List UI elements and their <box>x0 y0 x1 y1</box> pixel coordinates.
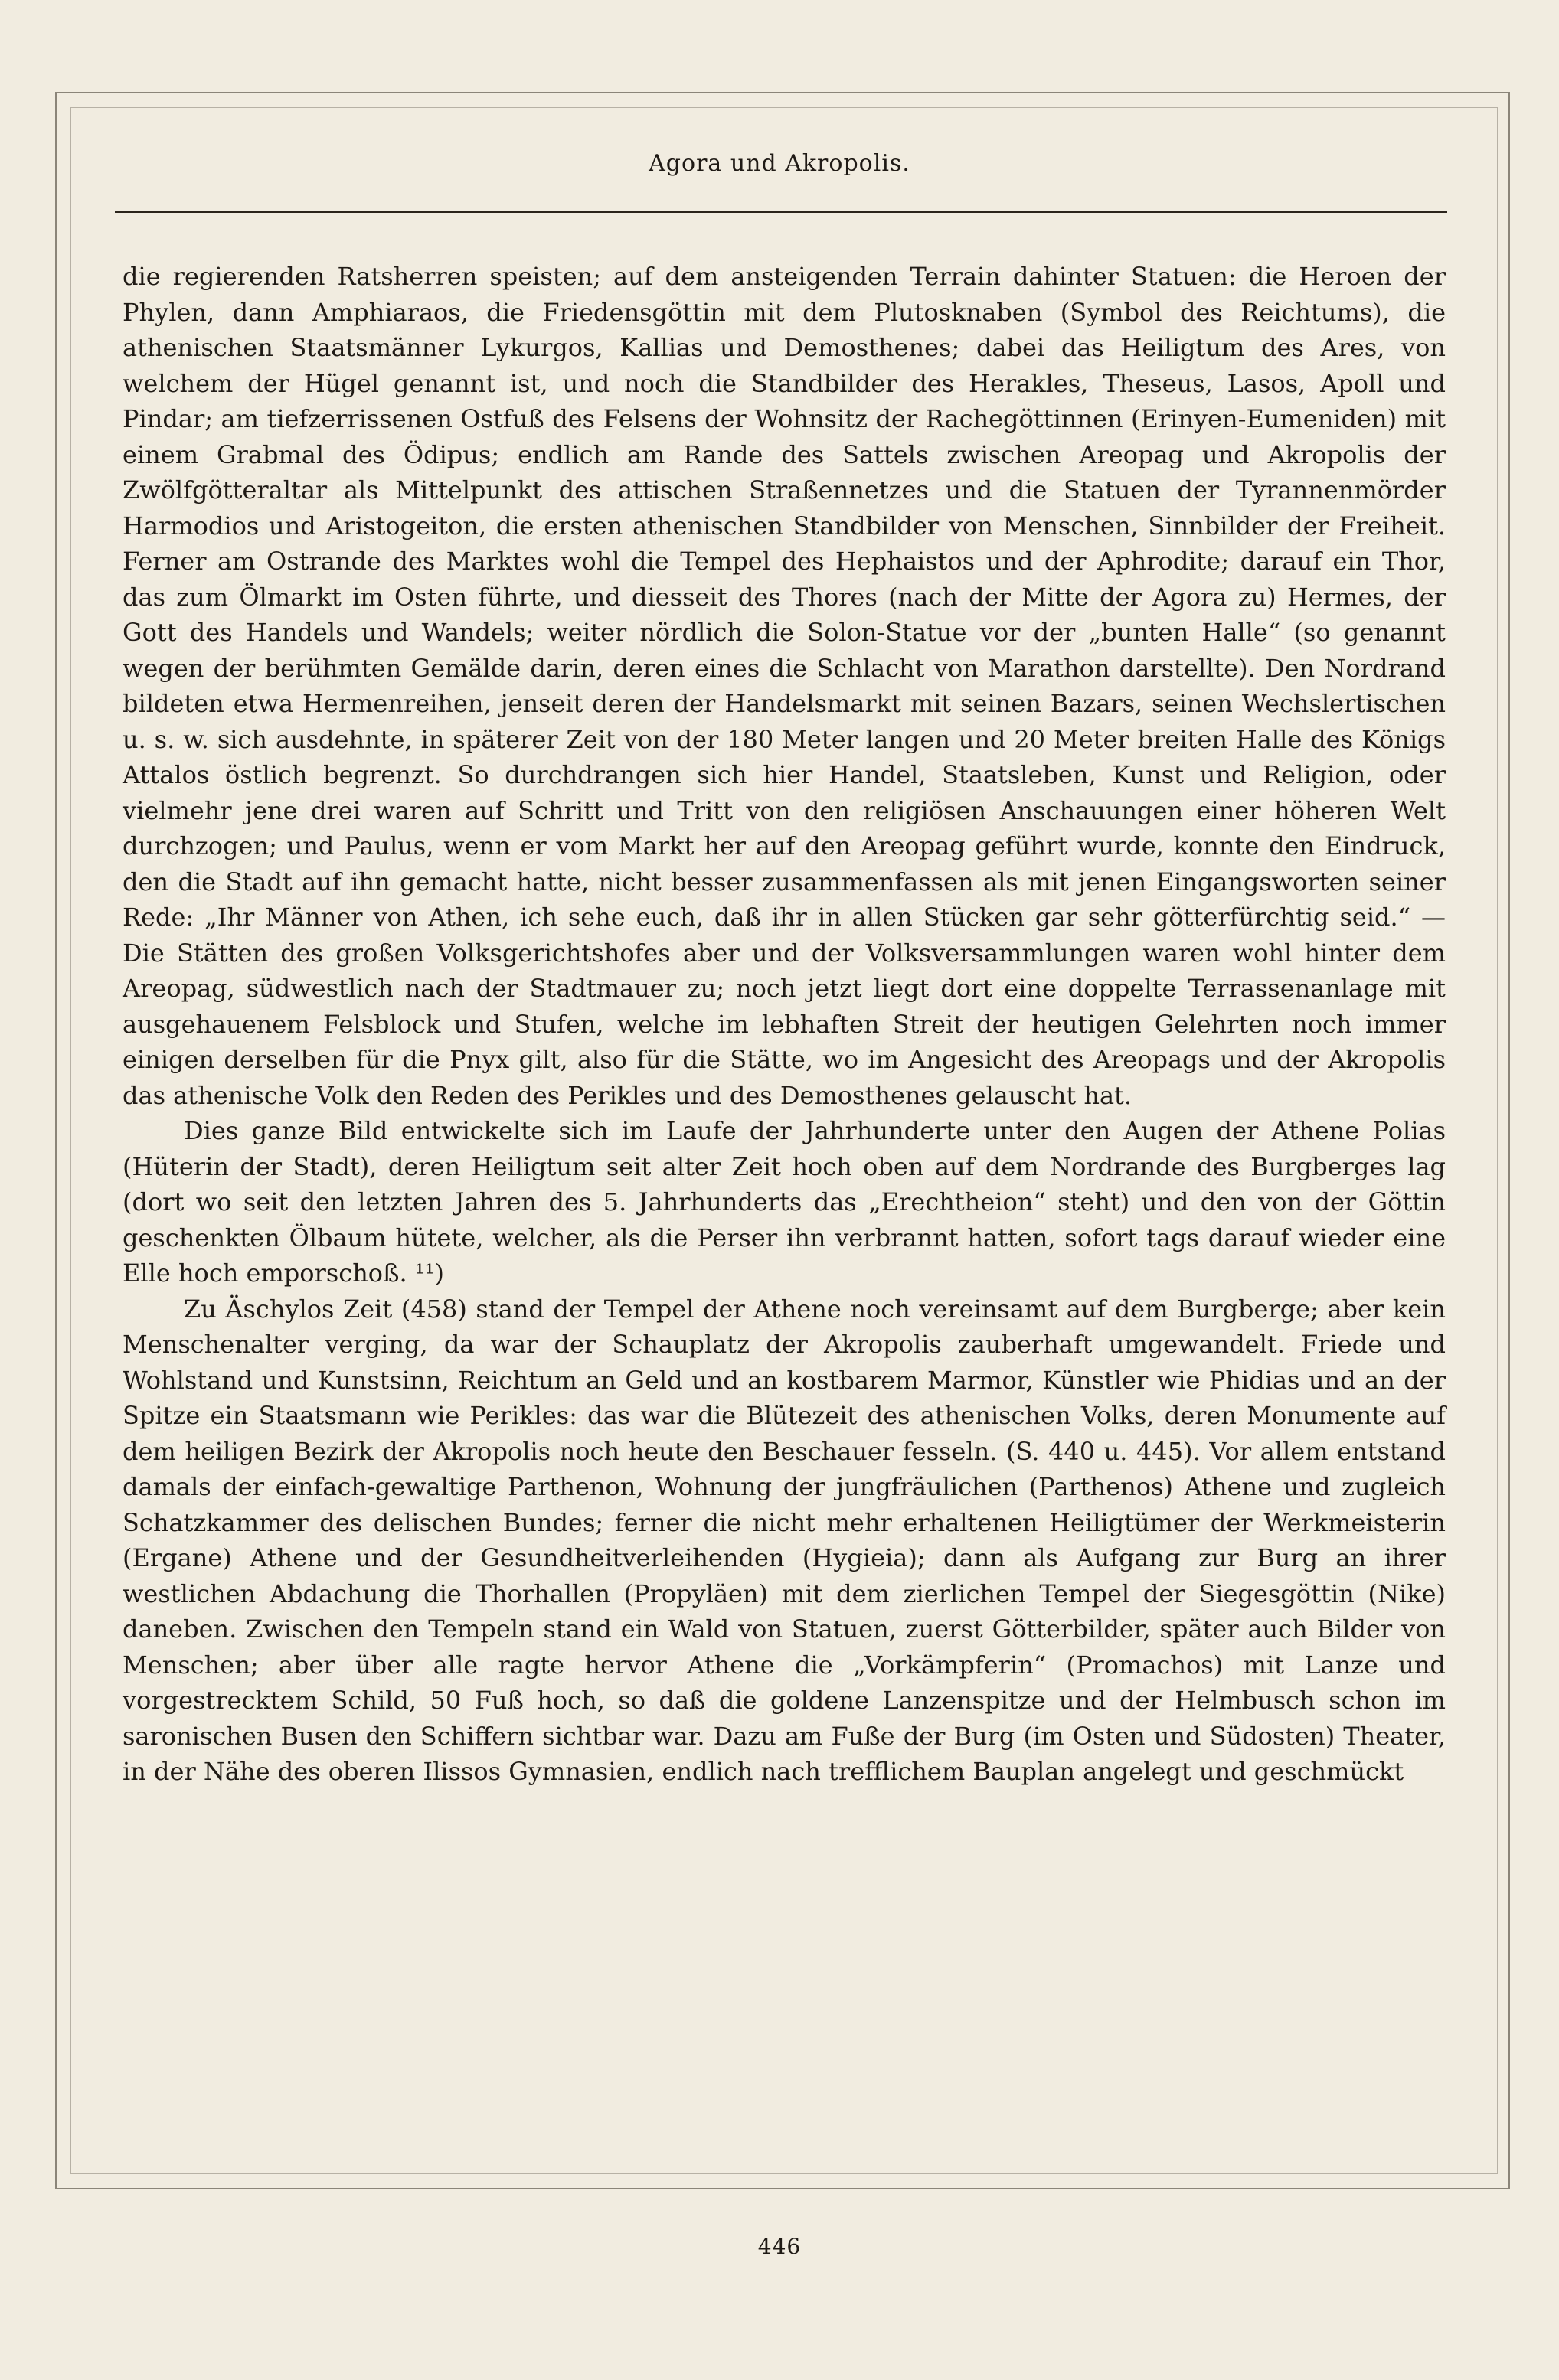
body-text <box>123 259 1446 2154</box>
header-rule <box>115 211 1447 213</box>
paragraph-1: die regierenden Ratsherren speisten; auf dem ansteigenden Terrain dahinter Statuen: die Heroen der Phylen, dann Amphiaraos, die Friedensgöttin mit dem Plutosknaben (Symbol des Reichtums), die athenischen Staatsmänner Lykurgos, Kallias und Demosthenes; dabei das Heiligtum des Ares, von welchem der Hügel genannt ist, und noch die Standbilder des Herakles, Theseus, Lasos, Apoll und Pindar; am tiefzerrissenen Ostfuß des Felsens der Wohnsitz der Rachegöttinnen (Erinyen-Eumeniden) mit einem Grabmal des Ödipus; endlich am Rande des Sattels zwischen Areopag und Akropolis der Zwölfgötteraltar als Mittelpunkt des attischen Straßennetzes und die Statuen der Tyrannenmörder Harmodios und Aristogeiton, die ersten athenischen Standbilder von Menschen, Sinnbilder der Freiheit. Ferner am Ostrande des Marktes wohl die Tempel des Hephaistos und der Aphrodite; darauf ein Thor, das zum Ölmarkt im Osten führte, und diesseit des Thores (nach der Mitte der Agora zu) Hermes, der Gott des Handels und Wandels; weiter nördlich die Solon-Statue vor der „bunten Halle“ (so genannt wegen der berühmten Gemälde darin, deren eines die Schlacht von Marathon darstellte). Den Nordrand bildeten etwa Hermenreihen, jenseit deren der Handelsmarkt mit seinen Bazars, seinen Wechslertischen u. s. w. sich ausdehnte, in späterer Zeit von der 180 Meter langen und 20 Meter breiten Halle des Königs Attalos östlich begrenzt. So durchdrangen sich hier Handel, Staatsleben, Kunst und Religion, oder vielmehr jene drei waren auf Schritt und Tritt von den religiösen Anschauungen einer höheren Welt durchzogen; und Paulus, wenn er vom Markt her auf den Areopag geführt wurde, konnte den Eindruck, den die Stadt auf ihn gemacht hatte, nicht besser zusammenfassen als mit jenen Eingangsworten seiner Rede: „Ihr Männer von Athen, ich sehe euch, daß ihr in allen Stücken gar sehr götterfürchtig seid.“ — Die Stätten des großen Volksgerichtshofes aber und der Volksversammlungen waren wohl hinter dem Areopag, südwestlich nach der Stadtmauer zu; noch jetzt liegt dort eine doppelte Terrassenanlage mit ausgehauenem Felsblock und Stufen, welche im lebhaften Streit der heutigen Gelehrten noch immer einigen derselben für die Pnyx gilt, also für die Stätte, wo im Angesicht des Areopags und der Akropolis das athenische Volk den Reden des Perikles und des Demosthenes gelauscht hat. <box>123 262 1446 1110</box>
paragraph-3: Zu Äschylos Zeit (458) stand der Tempel der Athene noch vereinsamt auf dem Burgberge; aber kein Menschenalter verging, da war der Schauplatz der Akropolis zauberhaft umgewandelt. Friede und Wohlstand und Kunstsinn, Reichtum an Geld und an kostbarem Marmor, Künstler wie Phidias und an der Spitze ein Staatsmann wie Perikles: das war die Blütezeit des athenischen Volks, deren Monumente auf dem heiligen Bezirk der Akropolis noch heute den Beschauer fesseln. (S. 440 u. 445). Vor allem entstand damals der einfach-gewaltige Parthenon, Wohnung der jungfräulichen (Parthenos) Athene und zugleich Schatzkammer des delischen Bundes; ferner die nicht mehr erhaltenen Heiligtümer der Werkmeisterin (Ergane) Athene und der Gesundheitverleihenden (Hygieia); dann als Aufgang zur Burg an ihrer westlichen Abdachung die Thorhallen (Propyläen) mit dem zierlichen Tempel der Siegesgöttin (Nike) daneben. Zwischen den Tempeln stand ein Wald von Statuen, zuerst Götterbilder, später auch Bilder von Menschen; aber über alle ragte hervor Athene die „Vorkämpferin“ (Promachos) mit Lanze und vorgestrecktem Schild, 50 Fuß hoch, so daß die goldene Lanzenspitze und der Helmbusch schon im saronischen Busen den Schiffern sichtbar war. Dazu am Fuße der Burg (im Osten und Südosten) Theater, in der Nähe des oberen Ilissos Gymnasien, endlich nach trefflichem Bauplan angelegt und geschmückt <box>123 1294 1446 1786</box>
running-title: Agora und Akropolis. <box>649 150 910 177</box>
paragraph-2: Dies ganze Bild entwickelte sich im Laufe der Jahrhunderte unter den Augen der Athene Polias (Hüterin der Stadt), deren Heiligtum seit alter Zeit hoch oben auf dem Nordrande des Burgberges lag (dort wo seit den letzten Jahren des 5. Jahrhunderts das „Erechtheion“ steht) und den von der Göttin geschenkten Ölbaum hütete, welcher, als die Perser ihn verbrannt hatten, sofort tags darauf wieder eine Elle hoch emporschoß. ¹¹) <box>123 1116 1446 1288</box>
page-number: 446 <box>757 2234 802 2259</box>
